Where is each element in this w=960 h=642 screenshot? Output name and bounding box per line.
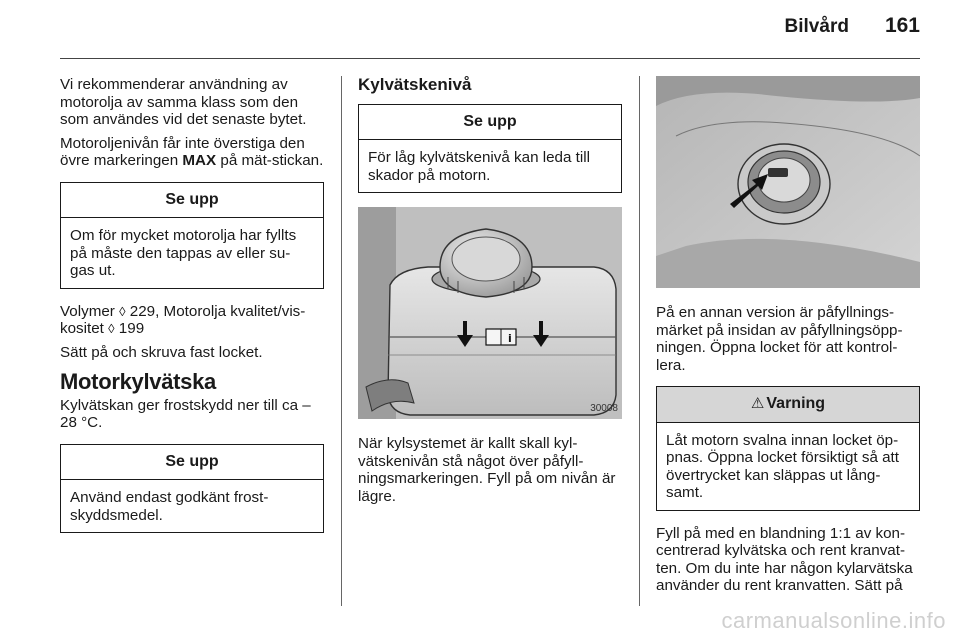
- caution-title: Se upp: [61, 183, 323, 219]
- max-label: MAX: [182, 152, 217, 169]
- caution-box-antifreeze: [60, 444, 324, 534]
- caution-box-oil: [60, 182, 324, 289]
- paragraph-mixture: Fyll på med en blandning 1:1 av kon-centrerad kylvätska och rent kranvat-ten. Om du inte har någon kylarvätska använder du rent kranvatten. Sätt på: [656, 524, 913, 594]
- page-number: 161: [884, 14, 920, 37]
- paragraph-filler-mark: På en annan version är påfyllnings-märket på insidan av påfyllningsöpp-ningen. Öppna locket för att kontrol-lera.: [656, 304, 903, 374]
- header-rule: [60, 58, 920, 59]
- paragraph-cap: Sätt på och skruva fast locket.: [60, 343, 263, 361]
- paragraph-oil-level: Motoroljenivån får inte överstiga den övre markeringen MAX på mät-stickan.: [60, 134, 324, 169]
- caution-title: Se upp: [359, 105, 621, 141]
- warning-box: [656, 386, 920, 511]
- filler-neck-illustration: [656, 76, 920, 288]
- page-header: [785, 14, 920, 50]
- paragraph-oil-recommendation: Vi rekommenderar användning av motorolja av samma klass som den som användes vid det senaste bytet.: [60, 76, 307, 128]
- warning-triangle-icon: ⚠: [750, 395, 765, 412]
- warning-body: Låt motorn svalna innan locket öp-pnas. Öppna locket försiktigt så att övertrycket kan släppas ut lång-samt.: [666, 431, 899, 501]
- warning-title: ⚠ Varning: [657, 387, 919, 423]
- paragraph-coolant-level: När kylsystemet är kallt skall kyl-vätskenivån stå något över påfyll-ningsmarkeringen. Fyll på om nivån är lägre.: [358, 435, 616, 505]
- page-ref-icon: ◊: [119, 303, 126, 319]
- page-ref-229[interactable]: 229: [129, 302, 156, 320]
- heading-coolant-level: Kylvätskenivå: [358, 75, 472, 94]
- paragraph-frost: Kylvätskan ger frostskydd ner till ca –28 °C.: [60, 396, 311, 431]
- caution-title: Se upp: [61, 445, 323, 481]
- caution-body: Använd endast godkänt frost-skyddsmedel.: [70, 489, 269, 524]
- column-2: [358, 76, 622, 511]
- watermark: carmanualsonline.info: [721, 608, 946, 633]
- page-ref-199[interactable]: 199: [118, 320, 145, 337]
- caution-body: För låg kylvätskenivå kan leda till skador på motorn.: [368, 149, 591, 184]
- column-divider-2: [639, 76, 640, 606]
- caution-body: Om för mycket motorolja har fyllts på måste den tappas av eller su-gas ut.: [70, 227, 297, 279]
- coolant-reservoir-illustration: [358, 207, 622, 419]
- column-3: [656, 76, 920, 601]
- page-ref-icon: ◊: [108, 321, 115, 336]
- caution-box-coolant: [358, 104, 622, 194]
- column-1: [60, 76, 324, 547]
- heading-coolant: Motorkylvätska: [60, 369, 216, 394]
- svg-text:i: i: [508, 332, 512, 345]
- paragraph-volumes: Volymer ◊ 229, Motorolja kvalitet/vis-kositet ◊ 199: [60, 302, 306, 337]
- column-divider-1: [341, 76, 342, 606]
- image-number: 30008: [590, 402, 618, 414]
- section-title: Bilvård: [784, 16, 849, 37]
